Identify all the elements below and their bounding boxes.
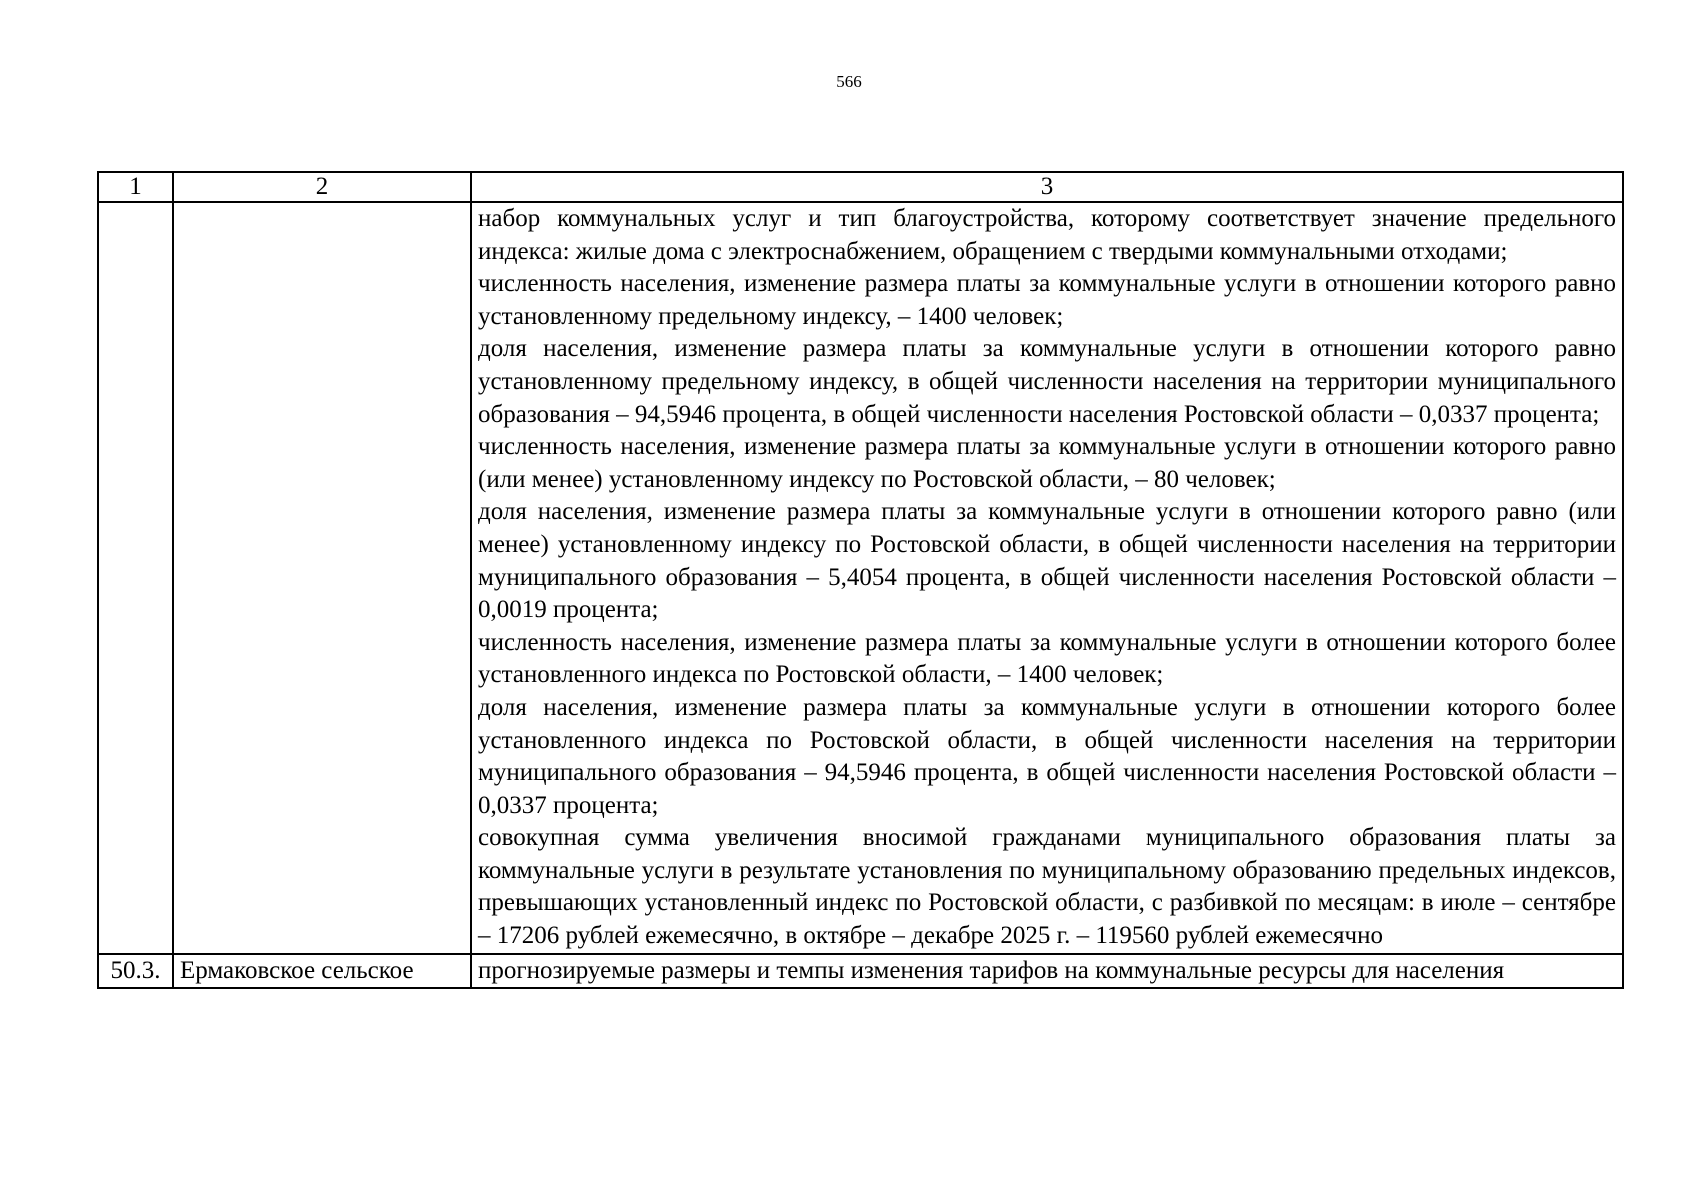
table-row-continuation [98, 202, 1623, 954]
description-cell [471, 202, 1623, 954]
column-header-3: 3 [471, 172, 1623, 202]
paragraph-share-equal-or-less-index: доля населения, изменение размера платы за коммунальные услуги в отношении которого равно (или менее) установленному индексу по Ростовской области, в общей численности населения на территории муниципального образования – 5,4054 процента, в общей численности населения Ростовской области – 0,0019 процента; [478, 498, 1616, 624]
municipality-cell: Ермаковское сельское [173, 954, 471, 989]
table-header-row [98, 172, 1623, 202]
page-number: 566 [836, 72, 862, 91]
table-row-50-3 [98, 954, 1623, 989]
paragraph-services-set: набор коммунальных услуг и тип благоустройства, которому соответствует значение предельного индекса: жилые дома с электроснабжением, обращением с твердыми коммунальными отходами; [478, 205, 1616, 265]
row-number-cell [98, 202, 173, 954]
paragraph-share-equal-limit: доля населения, изменение размера платы за коммунальные услуги в отношении которого равно установленному предельному индексу, в общей численности населения на территории муниципального образования – 94,5946 процента, в общей численности населения Ростовской области – 0,0337 процента; [478, 335, 1616, 428]
column-header-2: 2 [173, 172, 471, 202]
tariff-table [97, 171, 1624, 989]
description-cell: прогнозируемые размеры и темпы изменения тарифов на коммунальные ресурсы для населения [471, 954, 1623, 989]
row-number-cell: 50.3. [98, 954, 173, 989]
column-header-1: 1 [98, 172, 173, 202]
paragraph-total-increase: совокупная сумма увеличения вносимой гражданами муниципального образования платы за коммунальные услуги в результате установления по муниципальному образованию предельных индексов, превышающих установленный индекс по Ростовской области, с разбивкой по месяцам: в июле – сентябре – 17206 рублей ежемесячно, в октябре – декабре 2025 г. – 119560 рублей ежемесячно [478, 824, 1616, 950]
municipality-cell [173, 202, 471, 954]
paragraph-population-above-index: численность населения, изменение размера платы за коммунальные услуги в отношении которого более установленного индекса по Ростовской области, – 1400 человек; [478, 628, 1616, 689]
paragraph-population-equal-or-less-index: численность населения, изменение размера платы за коммунальные услуги в отношении которого равно (или менее) установленному индексу по Ростовской области, – 80 человек; [478, 433, 1616, 493]
paragraph-population-equal-limit: численность населения, изменение размера платы за коммунальные услуги в отношении которого равно установленному предельному индексу, – 1400 человек; [478, 270, 1616, 330]
paragraph-share-above-index: доля населения, изменение размера платы за коммунальные услуги в отношении которого более установленного индекса по Ростовской области, в общей численности населения на территории муниципального образования – 94,5946 процента, в общей численности населения Ростовской области – 0,0337 процента; [478, 693, 1616, 819]
